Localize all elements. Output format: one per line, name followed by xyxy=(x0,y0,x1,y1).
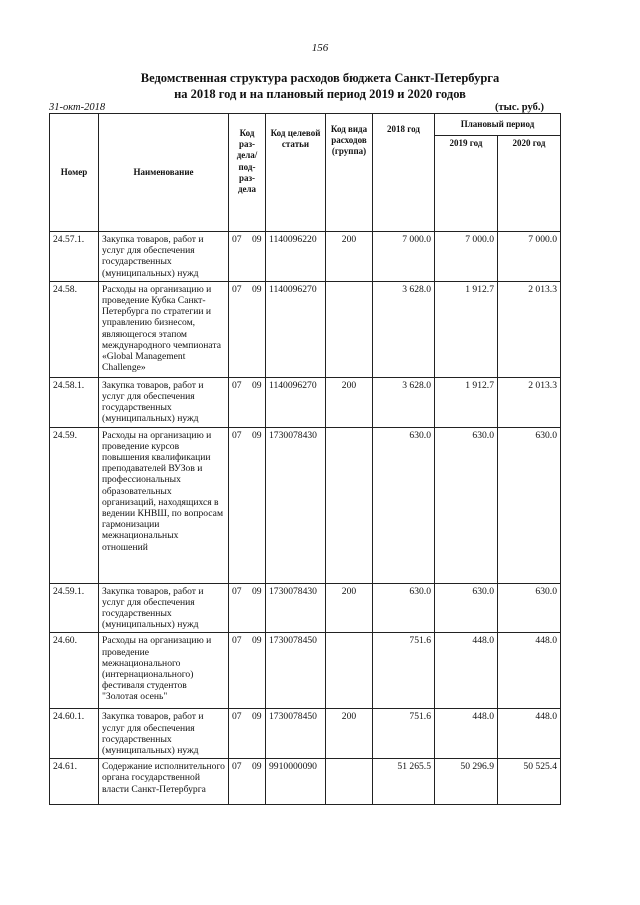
row-expense-type-code xyxy=(326,281,373,377)
row-target-code: 1140096270 xyxy=(266,281,326,377)
row-value-2020: 2 013.3 xyxy=(498,281,561,377)
row-expense-type-code xyxy=(326,427,373,583)
row-name: Расходы на организацию и проведение курсов повышения квалификации преподавателей ВУЗов и профессиональных образовательных организаций, находящихся в ведении КНВШ, по вопросам гармонизации межнациональных отношений xyxy=(99,427,229,583)
row-target-code: 1730078450 xyxy=(266,633,326,709)
header-2020: 2020 год xyxy=(498,136,561,232)
row-expense-type-code xyxy=(326,633,373,709)
row-value-2020: 448.0 xyxy=(498,633,561,709)
row-value-2018: 51 265.5 xyxy=(373,759,435,805)
row-name: Закупка товаров, работ и услуг для обеспечения государственных (муниципальных) нужд xyxy=(99,232,229,282)
row-name: Содержание исполнительного органа государственной власти Санкт-Петербурга xyxy=(99,759,229,805)
row-name: Закупка товаров, работ и услуг для обеспечения государственных (муниципальных) нужд xyxy=(99,583,229,633)
table-row xyxy=(50,583,561,633)
row-expense-type-code xyxy=(326,759,373,805)
row-section-code: 07 09 xyxy=(229,633,266,709)
row-target-code: 1140096270 xyxy=(266,377,326,427)
header-expense-type-code: Код вида расходов (группа) xyxy=(326,114,373,232)
row-target-code: 9910000090 xyxy=(266,759,326,805)
row-section-code: 07 09 xyxy=(229,759,266,805)
row-value-2020: 2 013.3 xyxy=(498,377,561,427)
row-number: 24.58. xyxy=(50,281,99,377)
row-value-2020: 630.0 xyxy=(498,427,561,583)
table-row xyxy=(50,709,561,759)
table-row xyxy=(50,281,561,377)
header-name: Наименование xyxy=(99,114,229,232)
row-name: Закупка товаров, работ и услуг для обеспечения государственных (муниципальных) нужд xyxy=(99,377,229,427)
document-title xyxy=(0,70,640,102)
row-target-code: 1730078450 xyxy=(266,709,326,759)
row-name: Расходы на организацию и проведение межнационального (интернационального) фестиваля студентов "Золотая осень" xyxy=(99,633,229,709)
row-value-2018: 3 628.0 xyxy=(373,281,435,377)
row-section-code: 07 09 xyxy=(229,709,266,759)
row-number: 24.60. xyxy=(50,633,99,709)
row-section-code: 07 09 xyxy=(229,232,266,282)
units-label: (тыс. руб.) xyxy=(495,102,544,113)
row-value-2018: 630.0 xyxy=(373,583,435,633)
row-value-2018: 7 000.0 xyxy=(373,232,435,282)
header-section-code: Код раз-дела/ под-раз-дела xyxy=(229,114,266,232)
table-row xyxy=(50,232,561,282)
row-expense-type-code: 200 xyxy=(326,232,373,282)
row-value-2018: 751.6 xyxy=(373,633,435,709)
row-value-2019: 1 912.7 xyxy=(435,281,498,377)
page-number: 156 xyxy=(311,42,329,54)
row-section-code: 07 09 xyxy=(229,377,266,427)
row-expense-type-code: 200 xyxy=(326,377,373,427)
report-date: 31-окт-2018 xyxy=(49,102,106,113)
row-number: 24.58.1. xyxy=(50,377,99,427)
row-value-2019: 448.0 xyxy=(435,633,498,709)
row-number: 24.61. xyxy=(50,759,99,805)
row-number: 24.59. xyxy=(50,427,99,583)
header-planned-period: Плановый период xyxy=(435,114,561,136)
row-number: 24.57.1. xyxy=(50,232,99,282)
row-value-2019: 448.0 xyxy=(435,709,498,759)
row-value-2020: 7 000.0 xyxy=(498,232,561,282)
row-value-2019: 1 912.7 xyxy=(435,377,498,427)
row-target-code: 1730078430 xyxy=(266,427,326,583)
row-value-2020: 630.0 xyxy=(498,583,561,633)
header-target-code: Код целевой статьи xyxy=(266,114,326,232)
header-2019: 2019 год xyxy=(435,136,498,232)
title-line-2: на 2018 год и на плановый период 2019 и 2020 годов xyxy=(174,87,466,101)
table-row xyxy=(50,633,561,709)
row-value-2019: 50 296.9 xyxy=(435,759,498,805)
row-value-2019: 630.0 xyxy=(435,427,498,583)
table-row xyxy=(50,377,561,427)
budget-table xyxy=(49,113,561,805)
row-section-code: 07 09 xyxy=(229,583,266,633)
table-row xyxy=(50,759,561,805)
row-section-code: 07 09 xyxy=(229,281,266,377)
row-value-2020: 50 525.4 xyxy=(498,759,561,805)
row-expense-type-code: 200 xyxy=(326,583,373,633)
row-value-2018: 751.6 xyxy=(373,709,435,759)
row-value-2019: 630.0 xyxy=(435,583,498,633)
header-2018: 2018 год xyxy=(373,114,435,232)
row-expense-type-code: 200 xyxy=(326,709,373,759)
row-target-code: 1730078430 xyxy=(266,583,326,633)
row-number: 24.59.1. xyxy=(50,583,99,633)
table-row xyxy=(50,427,561,583)
row-number: 24.60.1. xyxy=(50,709,99,759)
title-line-1: Ведомственная структура расходов бюджета Санкт-Петербурга xyxy=(140,71,500,85)
row-value-2018: 630.0 xyxy=(373,427,435,583)
row-target-code: 1140096220 xyxy=(266,232,326,282)
row-section-code: 07 09 xyxy=(229,427,266,583)
row-value-2020: 448.0 xyxy=(498,709,561,759)
row-value-2019: 7 000.0 xyxy=(435,232,498,282)
header-number: Номер xyxy=(50,114,99,232)
row-name: Расходы на организацию и проведение Кубка Санкт-Петербурга по стратегии и управлению бизнесом, являющегося этапом международного чемпионата «Global Management Challenge» xyxy=(99,281,229,377)
row-name: Закупка товаров, работ и услуг для обеспечения государственных (муниципальных) нужд xyxy=(99,709,229,759)
row-value-2018: 3 628.0 xyxy=(373,377,435,427)
